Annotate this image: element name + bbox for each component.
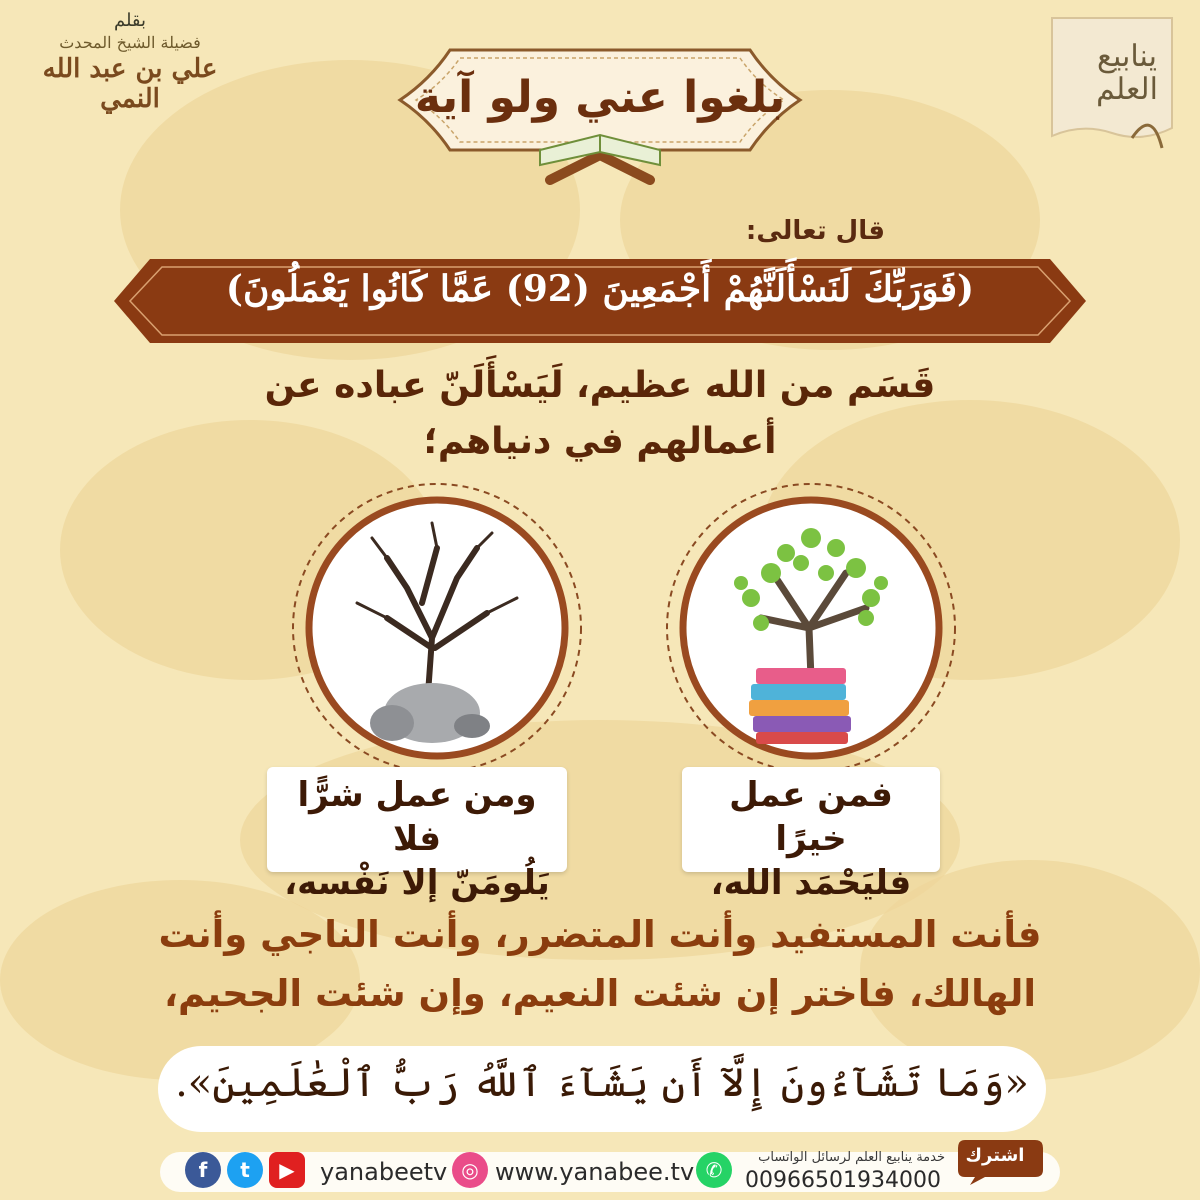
facebook-icon[interactable]: f — [185, 1152, 221, 1188]
whatsapp-service-label: خدمة ينابيع العلم لرسائل الواتساب — [758, 1150, 945, 1165]
choice-text — [60, 905, 1140, 1023]
oath-line-1: قَسَم من الله عظيم، لَيَسْأَلَنّ عباده عن — [264, 365, 936, 406]
logo-text: ينابيع العلم — [1096, 39, 1158, 107]
choice-line-2: الهالك، فاختر إن شئت النعيم، وإن شئت الجحيم، — [163, 972, 1037, 1016]
books-icon — [749, 668, 851, 744]
bad-deeds-line-2: يَلُومَنّ إلا نَفْسه، — [284, 863, 550, 904]
author-name: علي بن عبد الله النمي — [42, 54, 218, 114]
dribbble-icon[interactable]: ◎ — [452, 1152, 488, 1188]
whatsapp-wrap — [696, 1152, 732, 1188]
whatsapp-number[interactable]: 00966501934000 — [745, 1168, 941, 1193]
good-deeds-label — [682, 767, 940, 904]
subscribe-label[interactable]: اشترك — [965, 1145, 1025, 1166]
author-block — [30, 10, 230, 114]
good-deeds-line-2: فليَحْمَد الله، — [710, 863, 912, 904]
twitter-icon[interactable]: t — [227, 1152, 263, 1188]
closing-verse-text: «وَمَا تَشَآءُونَ إِلَّآ أَن يَشَآءَ ٱللَّهُ رَبُّ ٱلْعَٰلَمِينَ». — [175, 1060, 1029, 1106]
dribbble-wrap — [452, 1152, 488, 1188]
header-title: بلغوا عني ولو آية — [414, 72, 786, 123]
author-by: بقلم — [113, 10, 147, 31]
bad-deeds-label — [267, 767, 567, 904]
oath-line-2: أعمالهم في دنياهم؛ — [423, 420, 777, 462]
intro-said: قال تعالى: — [745, 216, 885, 246]
social-icons — [185, 1152, 305, 1188]
green-tree-illustration — [661, 478, 961, 778]
oath-text — [180, 358, 1020, 470]
social-handle[interactable]: yanabeetv — [320, 1158, 448, 1186]
choice-line-1: فأنت المستفيد وأنت المتضرر، وأنت الناجي وأنت — [158, 913, 1042, 956]
author-title: فضيلة الشيخ المحدث — [59, 33, 201, 52]
bad-deeds-line-1: ومن عمل شرًّا فلا — [297, 775, 537, 860]
bare-tree-illustration — [287, 478, 587, 778]
website-link[interactable]: www.yanabee.tv — [495, 1158, 695, 1186]
good-deeds-line-1: فمن عمل خيرًا — [729, 775, 893, 860]
youtube-icon[interactable]: ▶ — [269, 1152, 305, 1188]
verse-text: (فَوَرَبِّكَ لَنَسْأَلَنَّهُمْ أَجْمَعِينَ (92) عَمَّا كَانُوا يَعْمَلُونَ) — [225, 268, 975, 310]
whatsapp-icon[interactable]: ✆ — [696, 1152, 732, 1188]
